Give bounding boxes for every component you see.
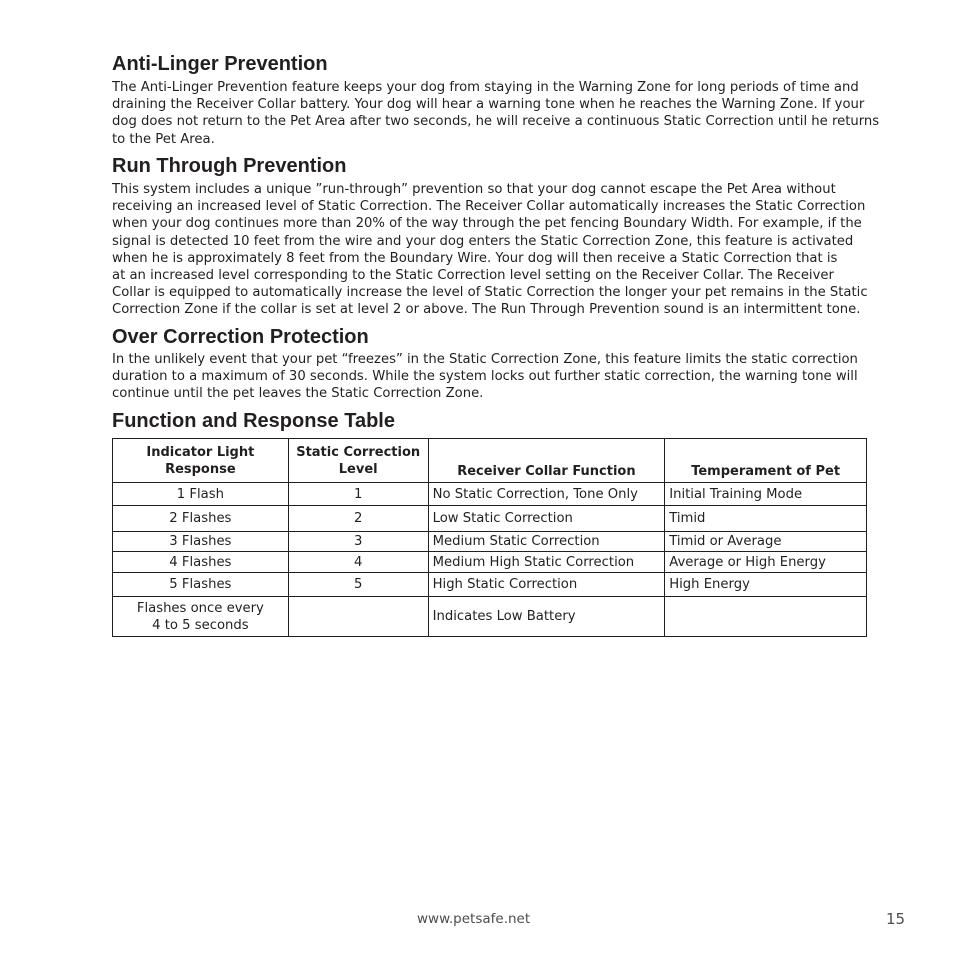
section-body-anti-linger	[112, 79, 902, 148]
cell-function: Indicates Low Battery	[428, 597, 665, 637]
table-row	[113, 597, 867, 637]
section-heading-anti-linger: Anti-Linger Prevention	[112, 53, 328, 75]
footer-website: www.petsafe.net	[417, 911, 531, 927]
body-line: receiving an increased level of Static Correction. The Receiver Collar automatically increases the Static Correction	[112, 199, 866, 215]
cell-temperament	[665, 597, 867, 637]
cell-level: 5	[288, 573, 428, 597]
table-row	[113, 506, 867, 532]
cell-function: Medium High Static Correction	[428, 552, 665, 573]
cell-temperament: Initial Training Mode	[665, 483, 867, 506]
cell-text: 4 to 5 seconds	[152, 617, 249, 633]
body-line: signal is detected 10 feet from the wire and your dog enters the Static Correction Zone, this feature is activated	[112, 233, 854, 249]
cell-level: 3	[288, 532, 428, 552]
cell-indicator	[113, 597, 289, 637]
cell-function: High Static Correction	[428, 573, 665, 597]
header-indicator-light	[113, 439, 289, 483]
header-text: Indicator Light	[146, 444, 255, 460]
table-heading: Function and Response Table	[112, 410, 395, 432]
header-static-level	[288, 439, 428, 483]
header-temperament: Temperament of Pet	[665, 439, 867, 483]
table-row	[113, 552, 867, 573]
cell-text: Flashes once every	[136, 600, 264, 616]
body-line: In the unlikely event that your pet “freezes” in the Static Correction Zone, this feature limits the static correction	[112, 352, 858, 367]
function-response-table	[112, 438, 867, 637]
body-line: draining the Receiver Collar battery. Your dog will hear a warning tone when he reaches the Warning Zone. If your	[112, 97, 865, 113]
body-line: to the Pet Area.	[112, 131, 215, 147]
cell-level	[288, 597, 428, 637]
body-line: continue until the pet leaves the Static Correction Zone.	[112, 386, 484, 402]
body-line: when your dog continues more than 20% of the way through the pet fencing Boundary Width. For example, if the	[112, 216, 862, 232]
cell-indicator: 1 Flash	[113, 483, 289, 506]
body-line: Collar is equipped to automatically increase the level of Static Correction the longer your pet remains in the Static	[112, 285, 868, 301]
cell-function: No Static Correction, Tone Only	[428, 483, 665, 506]
cell-indicator: 2 Flashes	[113, 506, 289, 532]
cell-level: 1	[288, 483, 428, 506]
cell-level: 4	[288, 552, 428, 573]
table-header-row	[113, 439, 867, 483]
table-row	[113, 573, 867, 597]
body-line: dog does not return to the Pet Area after two seconds, he will receive a continuous Static Correction until he returns	[112, 114, 880, 130]
page-number: 15	[886, 910, 906, 928]
header-text: Level	[338, 461, 378, 477]
body-line: when he is approximately 8 feet from the Boundary Wire. Your dog will then receive a Static Correction that is	[112, 250, 838, 266]
body-line: The Anti-Linger Prevention feature keeps your dog from staying in the Warning Zone for long periods of time and	[112, 80, 859, 95]
cell-function: Low Static Correction	[428, 506, 665, 532]
table-row	[113, 483, 867, 506]
section-body-over-correction	[112, 351, 902, 403]
cell-temperament: Average or High Energy	[665, 552, 867, 573]
body-line: Correction Zone if the collar is set at level 2 or above. The Run Through Prevention sound is an intermittent tone.	[112, 302, 861, 318]
section-heading-over-correction: Over Correction Protection	[112, 326, 369, 348]
cell-indicator: 4 Flashes	[113, 552, 289, 573]
cell-indicator: 3 Flashes	[113, 532, 289, 552]
table-row	[113, 532, 867, 552]
body-line: duration to a maximum of 30 seconds. While the system locks out further static correction, the warning tone will	[112, 369, 858, 385]
header-text: Static Correction	[296, 444, 421, 460]
cell-temperament: Timid or Average	[665, 532, 867, 552]
cell-function: Medium Static Correction	[428, 532, 665, 552]
header-collar-function: Receiver Collar Function	[428, 439, 665, 483]
cell-temperament: High Energy	[665, 573, 867, 597]
body-line: This system includes a unique ”run-through” prevention so that your dog cannot escape the Pet Area without	[112, 182, 836, 197]
cell-temperament: Timid	[665, 506, 867, 532]
cell-indicator: 5 Flashes	[113, 573, 289, 597]
header-text: Response	[165, 461, 236, 477]
section-heading-run-through: Run Through Prevention	[112, 155, 347, 177]
section-body-run-through	[112, 181, 902, 319]
body-line: at an increased level corresponding to the Static Correction level setting on the Receiver Collar. The Receiver	[112, 268, 834, 284]
cell-level: 2	[288, 506, 428, 532]
